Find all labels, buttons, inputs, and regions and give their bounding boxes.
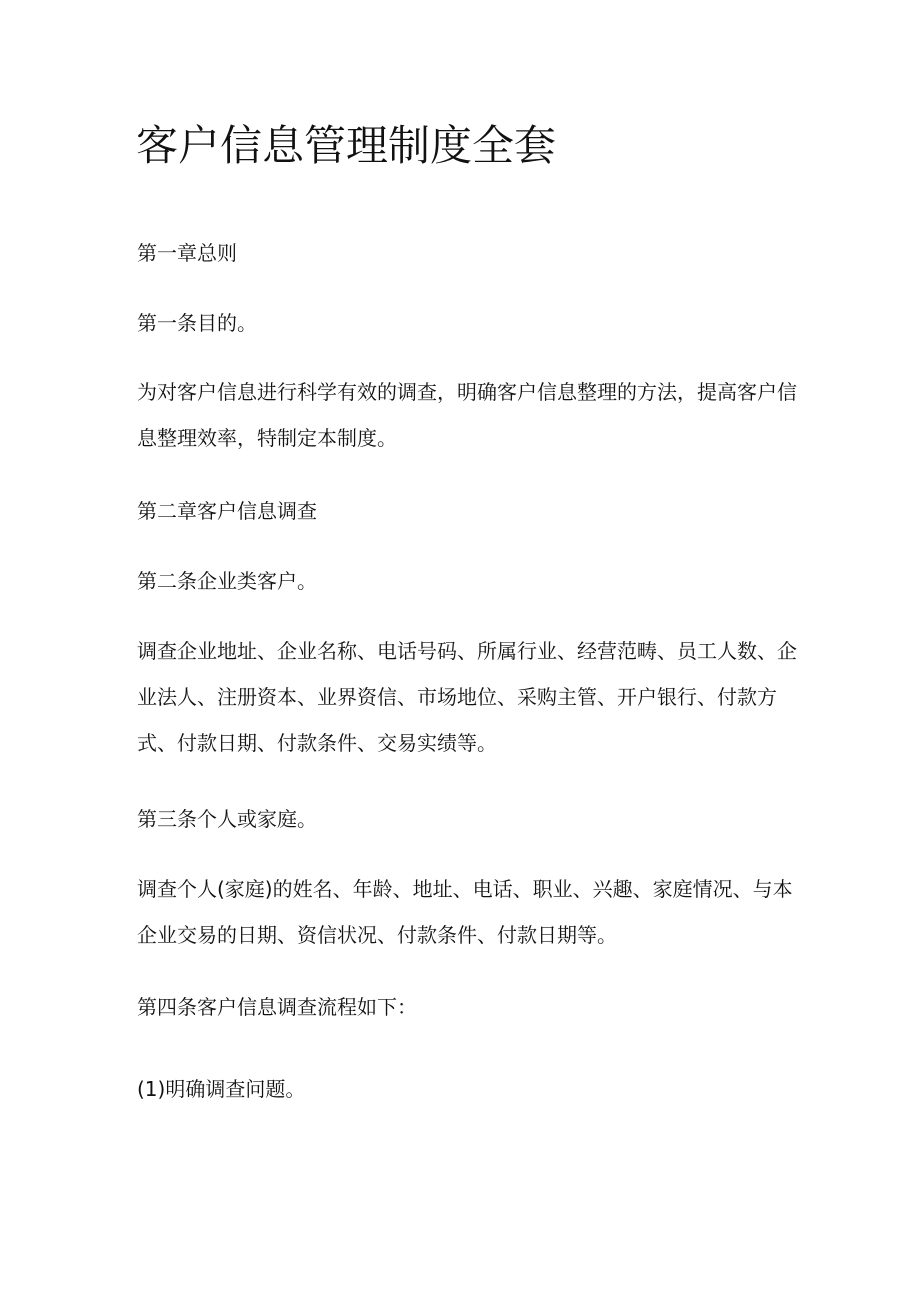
step-1-item: (1)明确调查问题。 [137,1077,306,1101]
chapter-2-heading: 第二章客户信息调查 [137,499,317,523]
article-2-body: 调查企业地址、企业名称、电话号码、所属行业、经营范畴、员工人数、企业法人、注册资本、业界资信、市场地位、采购主管、开户银行、付款方式、付款日期、付款条件、交易实绩等。 [137,639,797,755]
article-3-body: 调查个人(家庭)的姓名、年龄、地址、电话、职业、兴趣、家庭情况、与本企业交易的日期、资信状况、付款条件、付款日期等。 [137,877,793,947]
article-4-heading: 第四条客户信息调查流程如下： [137,995,417,1019]
article-1-body: 为对客户信息进行科学有效的调查，明确客户信息整理的方法，提高客户信息整理效率，特制定本制度。 [137,380,797,450]
article-1-heading: 第一条目的。 [137,311,257,335]
article-3-heading: 第三条个人或家庭。 [137,807,317,831]
article-2-heading: 第二条企业类客户。 [137,569,317,593]
document-title: 客户信息管理制度全套 [136,121,557,170]
chapter-1-heading: 第一章总则 [137,241,237,265]
